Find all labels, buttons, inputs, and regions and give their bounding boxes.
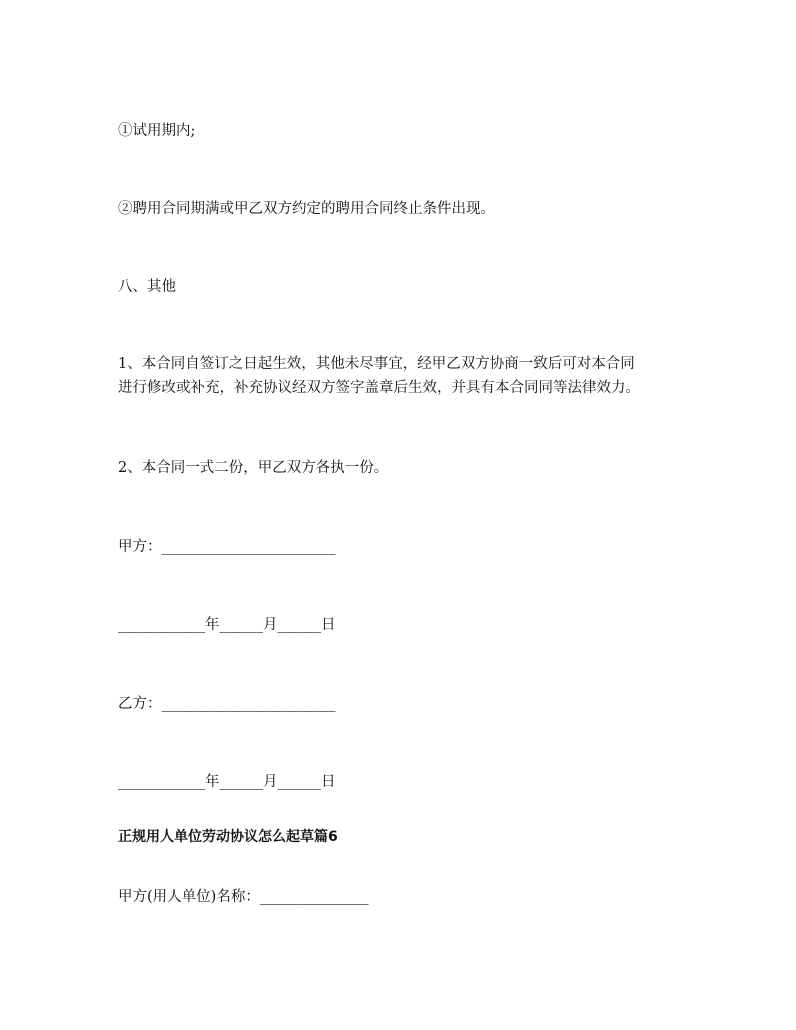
- section-title-other: 八、其他: [118, 279, 176, 295]
- party-b-signature: 乙方：________________________: [118, 696, 336, 712]
- item-probation: ①试用期内;: [118, 123, 196, 139]
- item-contract-expiry: ②聘用合同期满或甲乙双方约定的聘用合同终止条件出现。: [118, 201, 495, 217]
- party-a-signature: 甲方：________________________: [118, 539, 336, 555]
- date-line-party-b: ____________年______月______日: [118, 774, 336, 790]
- date-line-party-a: ____________年______月______日: [118, 617, 336, 633]
- next-section-heading: 正规用人单位劳动协议怎么起草篇6: [118, 829, 338, 845]
- employer-name-field: 甲方(用人单位)名称：_______________: [118, 889, 369, 905]
- clause-2: 2、本合同一式二份，甲乙双方各执一份。: [118, 460, 389, 476]
- clause-1-line-2: 进行修改或补充，补充协议经双方签字盖章后生效，并具有本合同同等法律效力。: [118, 380, 640, 396]
- clause-1-line-1: 1、本合同自签订之日起生效，其他未尽事宜，经甲乙双方协商一致后可对本合同: [118, 356, 635, 372]
